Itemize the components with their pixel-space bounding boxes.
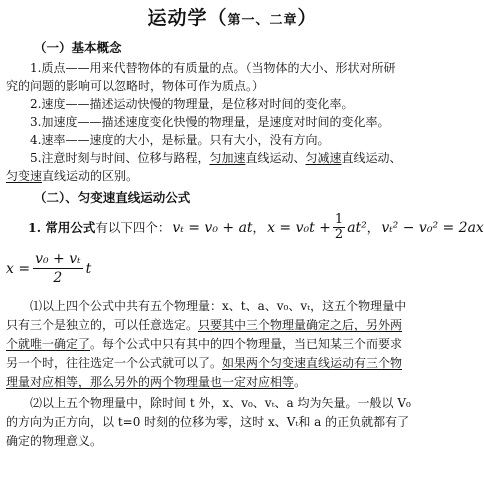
page-title bbox=[6, 6, 459, 33]
concept-item-5-text-b: 直线运动、 bbox=[245, 151, 306, 165]
formula-velocity: vₜ = v₀ + at bbox=[172, 219, 253, 236]
paragraph-1-underline-1: 只要其中三个物理量确定之后，另外两 bbox=[198, 318, 403, 332]
paragraph-1-text-e: 。 bbox=[294, 375, 307, 389]
paragraph-1-line5 bbox=[6, 373, 459, 392]
title-paren-close: ） bbox=[297, 7, 318, 29]
paragraph-1-line3 bbox=[6, 335, 459, 354]
concept-item-5-underline-1: 匀加速 bbox=[209, 151, 246, 165]
paragraph-1-underline-2: 个就唯一确定了 bbox=[6, 337, 91, 351]
paragraph-1-line4 bbox=[6, 354, 459, 373]
paragraph-1 bbox=[6, 297, 459, 316]
concept-item-3: 3.加速度——描述速度变化快慢的物理量，是速度对时间的变化率。 bbox=[30, 115, 390, 129]
title-subtitle: 第一、二章 bbox=[227, 13, 298, 28]
paragraph-1-text-a: ⑴以上四个公式中共有五个物理量：x、t、a、v₀、vₜ，这五个物理量中 bbox=[30, 299, 407, 313]
concept-item-5-cont bbox=[6, 167, 459, 185]
paragraph-1-text-d: 另一个时，往往选定一个公式就可以了。 bbox=[6, 356, 223, 370]
paragraph-1-underline-4: 理量对应相等，那么另外的两个物理量也一定对应相等 bbox=[6, 375, 295, 389]
formula-average-fraction bbox=[33, 250, 83, 287]
paragraph-2-line3: 确定的物理意义。 bbox=[6, 434, 103, 448]
concept-item-1 bbox=[6, 59, 459, 77]
formula-displacement-left: x = v₀t + bbox=[267, 219, 331, 236]
concept-item-1-line1: 1.质点——用来代替物体的有质量的点。（当物体的大小、形状对所研 bbox=[30, 61, 396, 75]
average-fraction-denominator: 2 bbox=[53, 270, 63, 286]
formula-half-fraction bbox=[333, 213, 345, 242]
concept-item-5-underline-3: 匀变速 bbox=[6, 169, 43, 183]
fraction-numerator: 1 bbox=[334, 212, 344, 227]
section-heading-formulas: （二）、匀变速直线运动公式 bbox=[34, 190, 191, 205]
title-paren-open: （ bbox=[207, 7, 228, 29]
paragraph-2: ⑵以上五个物理量中，除时间 t 外，x、v₀、vₜ、a 均为矢量。一般以 V₀ bbox=[30, 396, 411, 410]
concept-item-2: 2.速度——描述运动快慢的物理量，是位移对时间的变化率。 bbox=[30, 97, 354, 111]
section-heading-basic-concepts: （一）基本概念 bbox=[34, 40, 122, 55]
formula-average-left: x = bbox=[6, 260, 31, 277]
formula-lead-bold: 1. 常用公式 bbox=[28, 219, 96, 235]
concept-item-5-text-a: 5.注意时刻与时间、位移与路程， bbox=[30, 151, 210, 165]
concept-item-5-text-d: 直线运动的区别。 bbox=[42, 169, 139, 183]
concept-item-1-line2: 究的问题的影响可以忽略时，物体可作为质点。） bbox=[6, 79, 265, 93]
concept-item-5-text-c: 直线运动、 bbox=[341, 151, 402, 165]
paragraph-1-text-b: 只有三个是独立的，可以任意选定。 bbox=[6, 318, 199, 332]
concept-item-5-underline-2: 匀减速 bbox=[305, 151, 342, 165]
paragraph-1-text-c: 。每个公式中只有其中的四个物理量，当已知某三个而要求 bbox=[90, 337, 403, 351]
formula-average-right: t bbox=[85, 260, 92, 277]
fraction-denominator: 2 bbox=[334, 227, 344, 242]
paragraph-2-line2: 的方向为正方向，以 t=0 时刻的位移为零，这时 x、Vₜ和 a 的正负就都有了 bbox=[6, 415, 410, 429]
formula-line: 1. 常用公式 有以下四个： vₜ = v₀ + at ， x = v₀t + $\frac{1}{2}$ at² ， vₜ² − v₀² = 2ax bbox=[28, 212, 484, 242]
concept-item-5 bbox=[6, 149, 459, 167]
formula-average-velocity bbox=[6, 250, 459, 287]
formula-velocity-squared: vₜ² − v₀² = 2ax bbox=[381, 219, 484, 236]
concept-item-1-cont bbox=[6, 77, 459, 95]
average-fraction-numerator: v₀ + vₜ bbox=[35, 251, 81, 267]
paragraph-1-underline-3: 如果两个匀变速直线运动有三个物 bbox=[222, 356, 403, 370]
title-main: 运动学 bbox=[147, 7, 208, 29]
concept-item-4: 4.速率——速度的大小，是标量。只有大小，没有方向。 bbox=[30, 133, 330, 147]
paragraph-1-line2 bbox=[6, 316, 459, 335]
formula-displacement-right: at² bbox=[347, 219, 367, 236]
formula-lead-rest: 有以下四个： bbox=[95, 219, 171, 235]
